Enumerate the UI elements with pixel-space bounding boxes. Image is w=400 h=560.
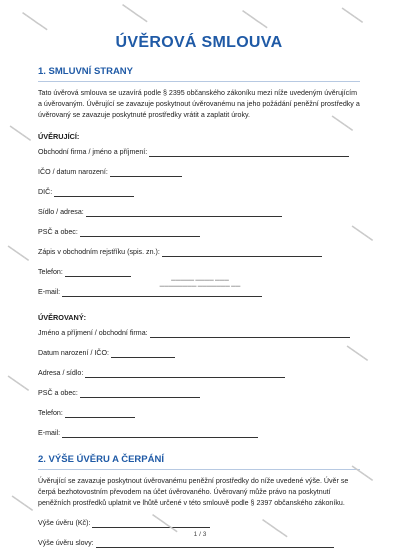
- borrower-psc-field: [38, 389, 360, 398]
- loan-amount-field: [38, 519, 360, 528]
- blank-line[interactable]: [86, 209, 282, 217]
- field-label: PSČ a obec:: [38, 388, 78, 397]
- field-label: Výše úvěru (Kč):: [38, 519, 91, 528]
- blank-line[interactable]: [96, 540, 334, 548]
- blank-line[interactable]: [92, 520, 210, 528]
- field-label: Datum narození / IČO:: [38, 348, 109, 357]
- borrower-phone-field: [38, 409, 360, 418]
- field-label: Jméno a příjmení / obchodní firma:: [38, 328, 148, 337]
- lender-ico-field: [38, 168, 360, 177]
- lender-label: ÚVĚRUJÍCÍ:: [38, 131, 80, 141]
- lender-registry-field: [38, 248, 360, 257]
- center-watermark: ▬▬▬▬▬ ▬▬▬▬ ▬▬▬ ▬▬▬▬▬▬▬▬ ▬▬▬▬▬▬▬ ▬▬: [159, 277, 241, 288]
- section-heading-amount: 2. VÝŠE ÚVĚRU A ČERPÁNÍ: [38, 454, 360, 470]
- blank-line[interactable]: [65, 410, 135, 418]
- blank-line[interactable]: [149, 149, 349, 157]
- loan-amount-words-field: [38, 539, 360, 548]
- borrower-name-field: [38, 329, 360, 338]
- blank-line[interactable]: [111, 350, 175, 358]
- blank-line[interactable]: [110, 169, 182, 177]
- field-label: Obchodní firma / jméno a příjmení:: [38, 147, 148, 156]
- field-label: Telefon:: [38, 267, 63, 276]
- borrower-email-field: [38, 429, 360, 438]
- lender-seat-field: [38, 208, 360, 217]
- blank-line[interactable]: [62, 289, 262, 297]
- field-label: Sídlo / adresa:: [38, 207, 84, 216]
- lender-phone-field: [38, 268, 360, 277]
- field-label: Výše úvěru slovy:: [38, 539, 94, 548]
- field-label: E-mail:: [38, 428, 61, 437]
- borrower-address-field: [38, 369, 360, 378]
- blank-line[interactable]: [65, 269, 131, 277]
- section-heading-parties: 1. SMLUVNÍ STRANY: [38, 66, 360, 82]
- field-label: Adresa / sídlo:: [38, 368, 84, 377]
- field-label: E-mail:: [38, 287, 61, 296]
- blank-line[interactable]: [80, 229, 200, 237]
- blank-line[interactable]: [62, 430, 258, 438]
- blank-line[interactable]: [54, 189, 134, 197]
- blank-line[interactable]: [80, 390, 200, 398]
- blank-line[interactable]: [85, 370, 285, 378]
- lender-dic-field: [38, 188, 360, 197]
- lender-psc-field: [38, 228, 360, 237]
- borrower-birth-field: [38, 349, 360, 358]
- page-number: 1 / 3: [193, 531, 207, 538]
- field-label: PSČ a obec:: [38, 227, 78, 236]
- lender-company-field: [38, 148, 360, 157]
- document-page: ▬▬▬▬▬▬ ▬▬▬▬▬▬ ▬▬▬▬▬▬ ▬▬▬▬▬ ▬▬▬▬▬ ▬▬▬▬▬ ▬▬▬▬▬ ▬▬▬▬▬ ▬▬▬▬▬ ▬▬▬▬▬ ▬▬▬▬▬ ▬▬▬▬▬ ▬▬▬▬▬▬ ▬▬▬▬▬▬ ▬▬▬▬▬ ▬▬▬▬ ▬▬▬ ▬▬▬▬▬▬▬▬ ▬▬▬▬▬▬▬ ▬▬ ÚVĚROVÁ SMLOUVA 1. SMLUVNÍ STRANY Tato úvěrová smlouva se uzavírá podle § 2395 občanského zákoníku mezi níže uvedeným úvěrujícím a úvěrovaným. Úvěrující se zavazuje poskytnout úvěrovanému na jeho požádání peněžní prostředky a úvěrovaný se zavazuje poskytnuté prostředky vrátit a zaplatit úroky. ÚVĚRUJÍCÍ: Obchodní firma / jméno a příjmení: IČO / datum narození: DIČ: Sídlo / adresa: PSČ a obec: Zápis v obchodním rejstříku (spis. zn.): Telefon: E-mail: ÚVĚROVANÝ: Jméno a příjmení / obchodní firma: Datum narození / IČO: Adresa / sídlo: PSČ a obec: Telefon: E-mail: 2. VÝŠE ÚVĚRU A ČERPÁNÍ Úvěrující se zavazuje poskytnout úvěrovanému peněžní prostředky do níže uvedené výše. Úvěr se čerpá bezhotovostním převodem na účet úvěrovaného. Úvěrovaný může právo na poskytnutí peněžních prostředků uplatnit ve lhůtě určené v této smlouvě podle § 2397 občanského zákoníku. Výše úvěru (Kč): Výše úvěru slovy: 1 / 3: [0, 0, 400, 560]
- field-label: DIČ:: [38, 187, 53, 196]
- field-label: IČO / datum narození:: [38, 167, 108, 176]
- document-title: ÚVĚROVÁ SMLOUVA: [115, 34, 283, 51]
- field-label: Telefon:: [38, 408, 63, 417]
- parties-intro-paragraph: Tato úvěrová smlouva se uzavírá podle § 2395 občanského zákoníku mezi níže uvedeným úvěrujícím a úvěrovaným. Úvěrující se zavazuje poskytnout úvěrovanému na jeho požádání peněžní prostředky a úvěrovaný se zavazuje poskytnuté prostředky vrátit a zaplatit úroky.: [38, 89, 360, 120]
- borrower-label: ÚVĚROVANÝ:: [38, 312, 87, 322]
- blank-line[interactable]: [150, 330, 350, 338]
- field-label: Zápis v obchodním rejstříku (spis. zn.):: [38, 247, 160, 256]
- amount-paragraph: Úvěrující se zavazuje poskytnout úvěrovanému peněžní prostředky do níže uvedené výše. Úvěr se čerpá bezhotovostním převodem na účet úvěrovaného. Úvěrovaný může právo na poskytnutí peněžních prostředků uplatnit ve lhůtě určené v této smlouvě podle § 2397 občanského zákoníku.: [38, 476, 349, 508]
- blank-line[interactable]: [162, 249, 322, 257]
